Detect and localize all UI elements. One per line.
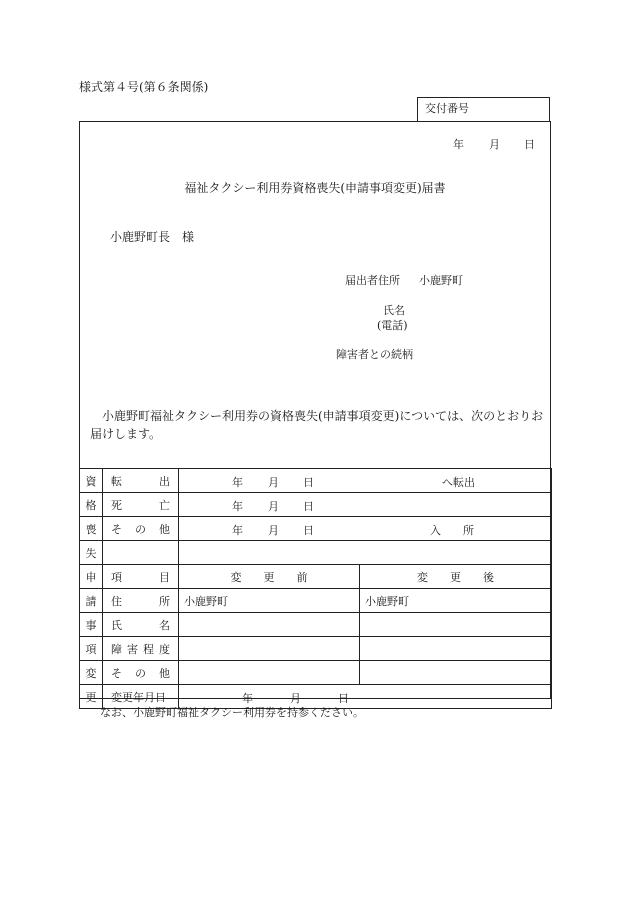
loss-blank-value[interactable] [179,541,552,565]
change-side-char: 申 [80,565,103,589]
form-number: 様式第４号(第６条関係) [79,80,209,94]
change-side-char: 請 [80,589,103,613]
loss-row-moveout [80,469,552,493]
relation-label: 障害者との続柄 [336,348,413,361]
change-date-value[interactable] [179,685,552,709]
document-title: 福祉タクシー利用券資格喪失(申請事項変更)届書 [184,181,446,195]
change-row-date [80,685,552,709]
loss-moveout-date[interactable] [179,469,552,493]
body-text [90,407,545,443]
date-day: 日 [524,138,535,151]
loss-side-char: 失 [80,541,103,565]
loss-row-other [80,517,552,541]
loss-row-death [80,493,552,517]
applicant-address-value[interactable]: 小鹿野町 [419,274,463,287]
year-label: 年 [242,692,253,705]
change-after-address[interactable]: 小鹿野町 [360,589,552,613]
change-header-row [80,565,552,589]
year-label: 年 [232,524,243,537]
change-after-name[interactable] [360,613,552,637]
change-row-other [80,661,552,685]
change-label-name: 氏 名 [103,613,179,637]
moveout-destination-label: へ転出 [442,476,475,489]
change-side-char: 項 [80,637,103,661]
body-text-content: 小鹿野町福祉タクシー利用券の資格喪失(申請事項変更)については、次のとおりお届けします。 [90,409,544,441]
loss-row-blank [80,541,552,565]
loss-side-char: 喪 [80,517,103,541]
change-after-other[interactable] [360,661,552,685]
date-year: 年 [453,138,464,151]
month-label: 月 [268,500,279,513]
change-label-disability: 障害程度 [103,637,179,661]
change-side-char: 変 [80,661,103,685]
change-label-address: 住 所 [103,589,179,613]
loss-blank-label[interactable] [103,541,179,565]
change-after-disability[interactable] [360,637,552,661]
loss-label-death: 死 亡 [103,493,179,517]
day-label: 日 [338,692,349,705]
receipt-number-label: 交付番号 [425,102,469,115]
change-header-after: 変 更 後 [360,565,552,589]
change-before-other[interactable] [179,661,360,685]
loss-side-char: 資 [80,469,103,493]
day-label: 日 [303,500,314,513]
loss-side-char: 格 [80,493,103,517]
date-month: 月 [489,138,500,151]
day-label: 日 [303,524,314,537]
applicant-tel-label: (電話) [377,319,408,332]
loss-death-date[interactable] [179,493,552,517]
applicant-address-label: 届出者住所 [345,274,400,287]
year-label: 年 [232,500,243,513]
loss-other-date[interactable] [179,517,552,541]
month-label: 月 [268,524,279,537]
recipient: 小鹿野町長 様 [110,230,195,244]
change-side-char: 更 [80,685,103,709]
applicant-name-label: 氏名 [383,304,405,317]
day-label: 日 [303,476,314,489]
loss-label-other: そ の 他 [103,517,179,541]
year-label: 年 [232,476,243,489]
month-label: 月 [268,476,279,489]
change-before-name[interactable] [179,613,360,637]
form-table [79,468,552,709]
footer-note: なお、小鹿野町福祉タクシー利用券を持参ください。 [100,706,364,719]
change-row-disability [80,637,552,661]
change-header-before: 変 更 前 [179,565,360,589]
change-date-label: 変更年月日 [103,685,179,709]
loss-label-moveout: 転 出 [103,469,179,493]
change-row-address [80,589,552,613]
change-row-name [80,613,552,637]
month-label: 月 [290,692,301,705]
change-before-address[interactable]: 小鹿野町 [179,589,360,613]
change-header-item: 項 目 [103,565,179,589]
change-side-char: 事 [80,613,103,637]
admission-label: 入 所 [430,524,474,537]
change-before-disability[interactable] [179,637,360,661]
change-label-other: そ の 他 [103,661,179,685]
